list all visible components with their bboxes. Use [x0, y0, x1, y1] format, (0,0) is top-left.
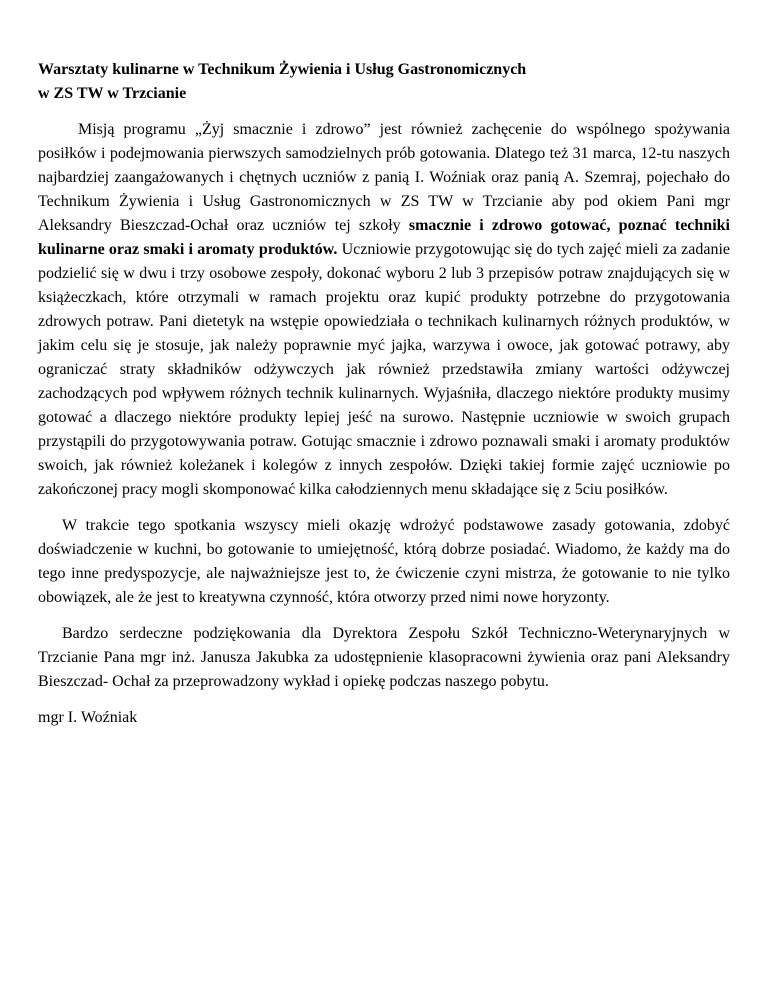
title-line-2: w ZS TW w Trzcianie [38, 85, 187, 102]
document-page [38, 58, 730, 730]
title-line-1: Warsztaty kulinarne w Technikum Żywienia i Usług Gastronomicznych [38, 61, 527, 78]
signature: mgr I. Woźniak [38, 709, 138, 726]
paragraph-1 [38, 118, 730, 502]
paragraph-1-intro: Misją programu „Żyj smacznie i zdrowo” jest również zachęcenie do wspólnego spożywania posiłków i podejmowania pierwszych samodzielnych prób gotowania. Dlatego też 31 marca, 12-tu naszych najbardziej zaangażowanych i chętnych uczniów z panią I. Woźniak oraz panią A. Szemraj, pojechało do Technikum Żywienia i Usług Gastronomicznych w ZS TW w Trzcianie aby pod okiem Pani mgr Aleksandry Bieszczad-Ochał oraz uczniów tej szkoły [38, 121, 730, 234]
paragraph-2: W trakcie tego spotkania wszyscy mieli okazję wdrożyć podstawowe zasady gotowania, zdobyć doświadczenie w kuchni, bo gotowanie to umiejętność, którą dobrze posiadać. Wiadomo, że każdy ma do tego inne predyspozycje, ale najważniejsze jest to, że ćwiczenie czyni mistrza, że gotowanie to nie tylko obowiązek, ale że jest to kreatywna czynność, która otworzy przed nimi nowe horyzonty. [38, 517, 730, 606]
document-title [38, 58, 730, 106]
paragraph-1-rest: Uczniowie przygotowując się do tych zajęć mieli za zadanie podzielić się w dwu i trzy osobowe zespoły, dokonać wyboru 2 lub 3 przepisów potraw znajdujących się w książeczkach, które otrzymali w ramach projektu oraz kupić produkty potrzebne do przygotowania zdrowych potraw. Pani dietetyk na wstępie opowiedziała o technikach kulinarnych różnych produktów, w jakim celu się je stosuje, jak należy poprawnie myć jajka, warzywa i owoce, jak gotować potrawy, aby ograniczać straty składników odżywczych jak również przedstawiła zmiany wartości odżywczej zachodzących pod wpływem różnych technik kulinarnych. Wyjaśniła, dlaczego niektóre produkty musimy gotować a dlaczego niektóre produkty lepiej jeść na surowo. Następnie uczniowie w swoich grupach przystąpili do przygotowywania potraw. Gotując smacznie i zdrowo poznawali smaki i aromaty produktów swoich, jak również koleżanek i kolegów z innych zespołów. Dzięki takiej formie zajęć uczniowie po zakończonej pracy mogli skomponować kilka całodziennych menu składające się z 5ciu posiłków. [38, 241, 730, 498]
paragraph-3: Bardzo serdeczne podziękowania dla Dyrektora Zespołu Szkół Techniczno-Weterynaryjnych w Trzcianie Pana mgr inż. Janusza Jakubka za udostępnienie klasopracowni żywienia oraz pani Aleksandry Bieszczad- Ochał za przeprowadzony wykład i opiekę podczas naszego pobytu. [38, 625, 730, 690]
paragraph-1-bold: smacznie i zdrowo gotować, poznać techniki kulinarne oraz smaki i aromaty produktów. [38, 217, 730, 258]
